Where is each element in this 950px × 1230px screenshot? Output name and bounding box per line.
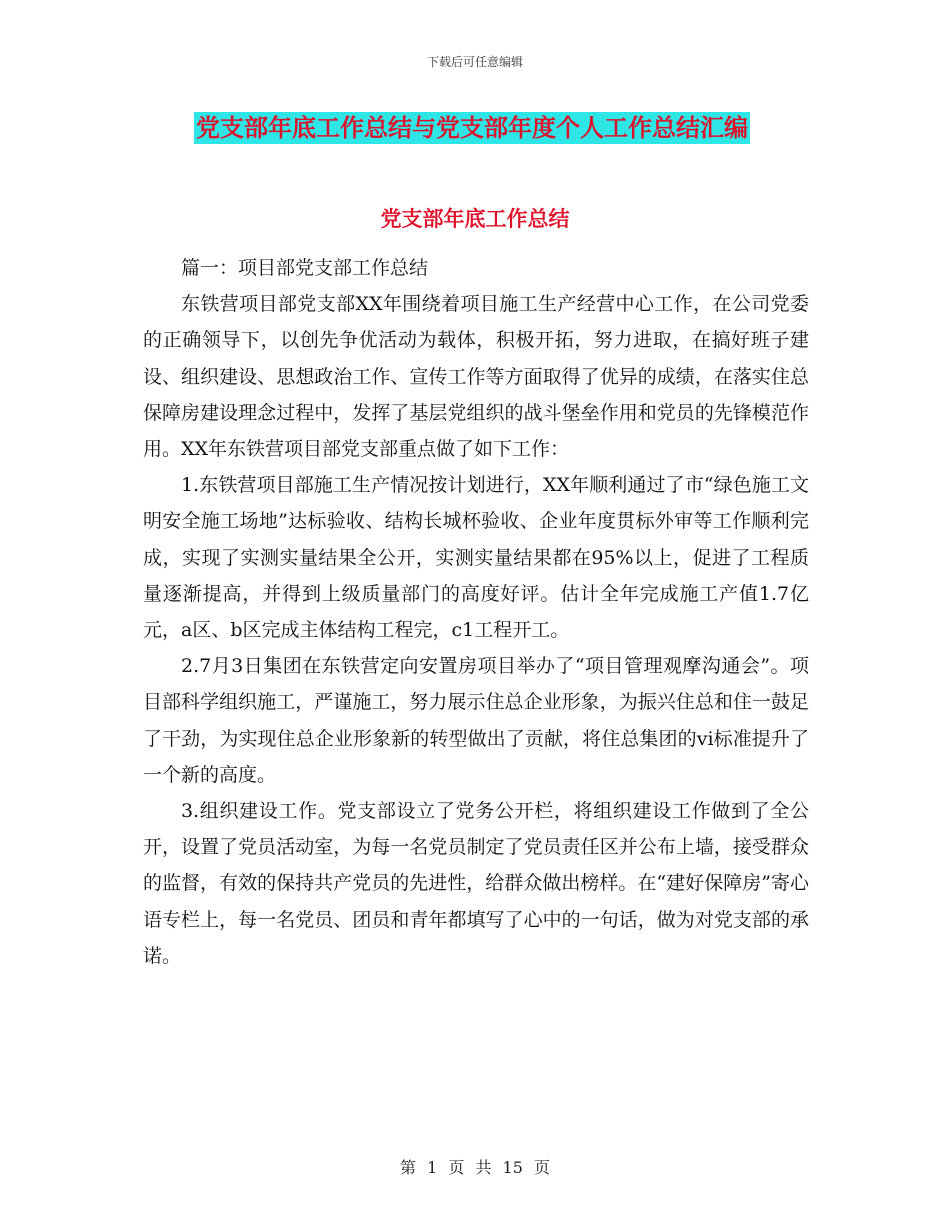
paragraph: 1.东铁营项目部施工生产情况按计划进行，XX年顺利通过了市“绿色施工文明安全施工场地”达标验收、结构长城杯验收、企业年度贯标外审等工作顺利完成，实现了实测实量结果全公开，实测实量结果都在95%以上，促进了工程质量逐渐提高，并得到上级质量部门的高度好评。估计全年完成施工产值1.7亿元，a区、b区完成主体结构工程完，c1工程开工。 (143, 474, 809, 642)
page-number: 第 1 页 共 15 页 (400, 1158, 550, 1177)
section-title: 党支部年底工作总结 (380, 206, 570, 231)
document-body (143, 250, 809, 974)
page-header-note: 下载后可任意编辑 (426, 55, 523, 69)
document-main-title: 党支部年底工作总结与党支部年度个人工作总结汇编 (196, 113, 748, 142)
paragraph-heading: 篇一：项目部党支部工作总结 (181, 257, 429, 279)
paragraph: 东铁营项目部党支部XX年围绕着项目施工生产经营中心工作，在公司党委的正确领导下，以创先争优活动为载体，积极开拓，努力进取，在搞好班子建设、组织建设、思想政治工作、宣传工作等方面取得了优异的成绩，在落实住总保障房建设理念过程中，发挥了基层党组织的战斗堡垒作用和党员的先锋模范作用。XX年东铁营项目部党支部重点做了如下工作： (143, 293, 809, 461)
paragraph: 2.7月3日集团在东铁营定向安置房项目举办了“项目管理观摩沟通会”。项目部科学组织施工，严谨施工，努力展示住总企业形象，为振兴住总和住一鼓足了干劲，为实现住总企业形象新的转型做出了贡献，将住总集团的vi标准提升了一个新的高度。 (143, 655, 809, 786)
paragraph: 3.组织建设工作。党支部设立了党务公开栏，将组织建设工作做到了全公开，设置了党员活动室，为每一名党员制定了党员责任区并公布上墙，接受群众的监督，有效的保持共产党员的先进性，给群众做出榜样。在“建好保障房”寄心语专栏上，每一名党员、团员和青年都填写了心中的一句话，做为对党支部的承诺。 (143, 800, 809, 967)
